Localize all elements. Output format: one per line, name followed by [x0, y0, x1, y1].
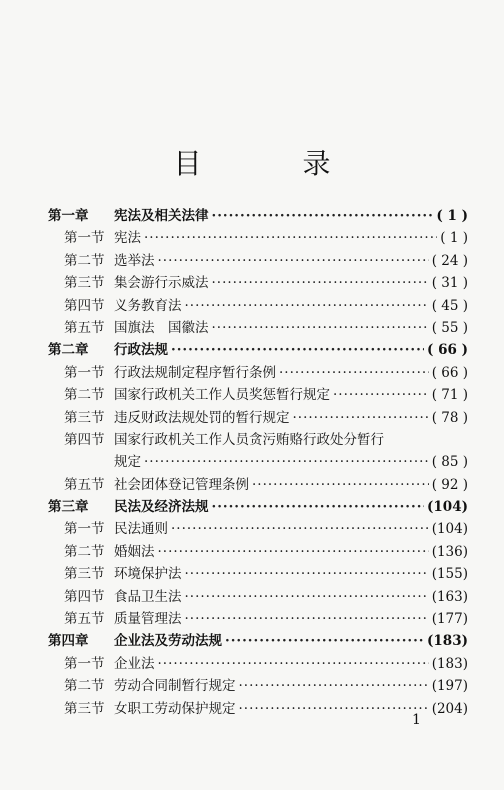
toc-section-row[interactable]: [48, 474, 468, 496]
toc-entry-page: ( 1 ): [436, 208, 468, 224]
toc-entry-title: 社会团体登记管理条例: [114, 476, 249, 493]
toc-entry-page: ( 78 ): [431, 409, 468, 426]
toc-entry-page: (204): [431, 700, 468, 717]
toc-entry-title: 选举法: [114, 252, 155, 269]
toc-chapter-row[interactable]: [48, 630, 468, 652]
toc-entry-number: 第三章: [48, 499, 89, 516]
toc-entry-title: 违反财政法规处罚的暂行规定: [114, 409, 290, 426]
toc-entry-number: 第五节: [64, 319, 105, 336]
toc-entry-page: ( 66 ): [431, 364, 468, 381]
toc-entry-title: 规定: [114, 454, 141, 471]
table-of-contents: [48, 205, 468, 720]
toc-leader-dots: [158, 250, 429, 272]
toc-entry-page: ( 92 ): [431, 476, 468, 493]
toc-section-row[interactable]: [48, 563, 468, 585]
toc-leader-dots: [185, 608, 429, 630]
toc-entry-number: 第四节: [64, 297, 105, 314]
toc-entry-title: 质量管理法: [114, 611, 182, 628]
toc-entry-page: (163): [431, 588, 468, 605]
toc-entry-page: (136): [431, 543, 468, 560]
toc-section-row[interactable]: [48, 675, 468, 697]
toc-leader-dots: [212, 496, 425, 518]
toc-leader-dots: [158, 541, 429, 563]
toc-entry-title: 婚姻法: [114, 543, 155, 560]
toc-leader-dots: [279, 362, 429, 384]
toc-entry-number: 第一节: [64, 364, 105, 381]
toc-entry-page: ( 31 ): [431, 275, 468, 292]
toc-leader-dots: [293, 407, 429, 429]
toc-section-row[interactable]: [48, 317, 468, 339]
toc-section-row[interactable]: [48, 518, 468, 540]
toc-entry-page: (197): [431, 678, 468, 695]
toc-entry-page: (177): [431, 611, 468, 628]
toc-entry-number: 第三节: [64, 700, 105, 717]
toc-section-row[interactable]: [48, 653, 468, 675]
toc-leader-dots: [144, 227, 437, 249]
page-title: 目 录: [173, 147, 377, 180]
toc-entry-number: 第五节: [64, 476, 105, 493]
toc-leader-dots: [212, 272, 429, 294]
toc-chapter-row[interactable]: [48, 339, 468, 361]
toc-entry-title: 宪法: [114, 230, 141, 247]
toc-entry-number: 第四章: [48, 633, 89, 650]
toc-leader-dots: [171, 518, 429, 540]
toc-entry-number: 第一节: [64, 230, 105, 247]
toc-section-row[interactable]: [48, 429, 468, 451]
toc-leader-dots: [185, 586, 429, 608]
toc-entry-title: 食品卫生法: [114, 588, 182, 605]
toc-entry-page: ( 24 ): [431, 252, 468, 269]
toc-entry-page: ( 1 ): [440, 230, 468, 247]
toc-leader-dots: [158, 653, 429, 675]
toc-entry-title: 宪法及相关法律: [114, 208, 209, 224]
toc-section-row[interactable]: [48, 227, 468, 249]
toc-entry-title: 环境保护法: [114, 566, 182, 583]
toc-leader-dots: [239, 675, 429, 697]
toc-entry-title: 民法及经济法规: [114, 499, 209, 516]
toc-entry-page: ( 71 ): [431, 387, 468, 404]
toc-section-row[interactable]: [48, 451, 468, 473]
toc-leader-dots: [333, 384, 429, 406]
toc-entry-page: (155): [431, 566, 468, 583]
toc-entry-page: ( 55 ): [431, 319, 468, 336]
toc-entry-title: 企业法: [114, 655, 155, 672]
toc-section-row[interactable]: [48, 272, 468, 294]
toc-entry-page: (183): [427, 633, 468, 650]
toc-section-row[interactable]: [48, 698, 468, 720]
toc-leader-dots: [212, 317, 429, 339]
toc-entry-page: (104): [427, 499, 468, 516]
toc-chapter-row[interactable]: [48, 496, 468, 518]
toc-entry-number: 第四节: [64, 588, 105, 605]
toc-entry-number: 第二节: [64, 678, 105, 695]
toc-section-row[interactable]: [48, 362, 468, 384]
toc-entry-title: 民法通则: [114, 521, 168, 538]
toc-entry-number: 第四节: [64, 431, 105, 448]
toc-section-row[interactable]: [48, 608, 468, 630]
toc-leader-dots: [225, 630, 424, 652]
toc-entry-page: ( 66 ): [427, 342, 468, 359]
toc-leader-dots: [212, 205, 434, 227]
toc-entry-number: 第三节: [64, 566, 105, 583]
page-number: 1: [412, 712, 421, 728]
toc-entry-number: 第二章: [48, 342, 89, 359]
toc-section-row[interactable]: [48, 586, 468, 608]
toc-leader-dots: [185, 563, 429, 585]
toc-entry-number: 第一节: [64, 521, 105, 538]
toc-leader-dots: [239, 698, 429, 720]
toc-entry-page: (104): [431, 521, 468, 538]
toc-entry-title: 国旗法 国徽法: [114, 319, 209, 336]
toc-entry-page: ( 85 ): [431, 454, 468, 471]
toc-entry-number: 第二节: [64, 543, 105, 560]
toc-entry-number: 第五节: [64, 611, 105, 628]
toc-entry-number: 第一章: [48, 208, 89, 224]
toc-entry-title: 行政法规: [114, 342, 168, 359]
toc-entry-title: 国家行政机关工作人员贪污贿赂行政处分暂行: [114, 431, 384, 448]
toc-leader-dots: [144, 451, 429, 473]
toc-entry-page: (183): [431, 655, 468, 672]
toc-entry-title: 女职工劳动保护规定: [114, 700, 236, 717]
toc-entry-title: 行政法规制定程序暂行条例: [114, 364, 276, 381]
toc-entry-title: 国家行政机关工作人员奖惩暂行规定: [114, 387, 330, 404]
toc-entry-title: 企业法及劳动法规: [114, 633, 222, 650]
toc-entry-number: 第三节: [64, 409, 105, 426]
toc-entry-number: 第二节: [64, 387, 105, 404]
toc-leader-dots: [185, 295, 429, 317]
toc-section-row[interactable]: [48, 384, 468, 406]
toc-section-row[interactable]: [48, 295, 468, 317]
toc-entry-title: 劳动合同制暂行规定: [114, 678, 236, 695]
toc-entry-title: 义务教育法: [114, 297, 182, 314]
toc-section-row[interactable]: [48, 407, 468, 429]
toc-leader-dots: [252, 474, 429, 496]
toc-entry-number: 第一节: [64, 655, 105, 672]
toc-section-row[interactable]: [48, 541, 468, 563]
toc-entry-number: 第二节: [64, 252, 105, 269]
toc-entry-title: 集会游行示威法: [114, 275, 209, 292]
toc-entry-number: 第三节: [64, 275, 105, 292]
toc-chapter-row[interactable]: [48, 205, 468, 227]
toc-entry-page: ( 45 ): [431, 297, 468, 314]
toc-leader-dots: [171, 339, 424, 361]
toc-section-row[interactable]: [48, 250, 468, 272]
